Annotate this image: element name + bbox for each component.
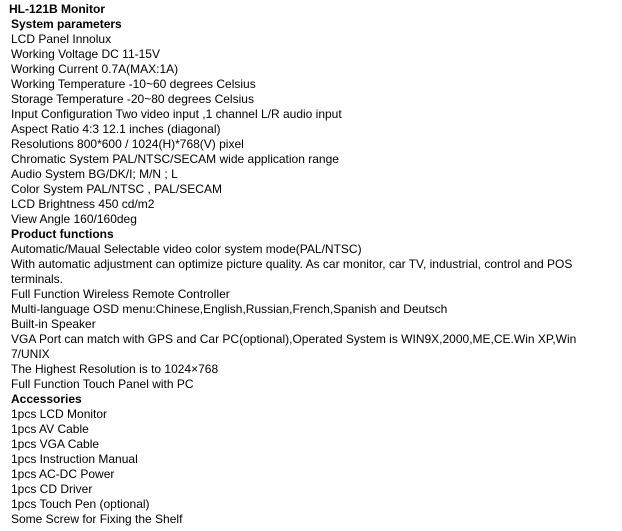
spec-value: 0.7A(MAX:1A) xyxy=(101,62,179,76)
function-item: VGA Port can match with GPS and Car PC(optional),Operated System is WIN9X,2000,ME,CE.Win XP,Win 7/UNIX xyxy=(11,332,577,361)
spec-label: LCD Brightness xyxy=(11,197,96,211)
spec-label: Color System xyxy=(11,182,84,196)
accessory-item: 1pcs Instruction Manual xyxy=(11,452,138,466)
spec-value: -10~60 degrees Celsius xyxy=(128,77,256,91)
spec-row xyxy=(11,182,222,197)
accessory-item: 1pcs LCD Monitor xyxy=(11,407,108,421)
spec-value: BG/DK/I; M/N ; L xyxy=(88,167,178,181)
function-item: Full Function Touch Panel with PC xyxy=(11,377,194,391)
function-item: With automatic adjustment can optimize picture quality. As car monitor, car TV, industrial, control and POS terminals. xyxy=(11,257,573,286)
spec-row xyxy=(11,62,178,77)
spec-label: Chromatic System xyxy=(11,152,110,166)
accessory-item: 1pcs CD Driver xyxy=(11,482,93,496)
section-heading-accessories: Accessories xyxy=(11,392,82,406)
spec-row xyxy=(11,167,178,182)
accessory-item: 1pcs AV Cable xyxy=(11,422,89,436)
spec-label: Working Voltage xyxy=(11,47,99,61)
spec-label: Resolutions xyxy=(11,137,74,151)
document-title: HL-121B Monitor xyxy=(9,2,105,16)
function-item: Automatic/Maual Selectable video color system mode(PAL/NTSC) xyxy=(11,242,362,256)
section-heading-functions: Product functions xyxy=(11,227,114,241)
spec-value: Innolux xyxy=(72,32,112,46)
spec-value: 4:3 12.1 inches (diagonal) xyxy=(82,122,221,136)
spec-label: Aspect Ratio xyxy=(11,122,80,136)
spec-row xyxy=(11,32,111,47)
function-item: The Highest Resolution is to 1024×768 xyxy=(11,362,219,376)
function-item: Multi-language OSD menu:Chinese,English,Russian,French,Spanish and Deutsch xyxy=(11,302,448,316)
spec-row xyxy=(11,212,137,227)
spec-row xyxy=(11,152,339,167)
accessory-item: 1pcs Touch Pen (optional) xyxy=(11,497,150,511)
spec-label: Working Current xyxy=(11,62,99,76)
spec-label: Working Temperature xyxy=(11,77,126,91)
accessory-item: 1pcs AC-DC Power xyxy=(11,467,115,481)
spec-row xyxy=(11,122,220,137)
spec-row xyxy=(11,107,342,122)
spec-row xyxy=(11,92,254,107)
spec-value: 450 cd/m2 xyxy=(98,197,155,211)
function-item: Full Function Wireless Remote Controller xyxy=(11,287,230,301)
accessory-item: Some Screw for Fixing the Shelf xyxy=(11,512,183,526)
spec-value: Two video input ,1 channel L/R audio input xyxy=(115,107,342,121)
spec-row xyxy=(11,197,154,212)
spec-value: 160/160deg xyxy=(73,212,137,226)
spec-value: 800*600 / 1024(H)*768(V) pixel xyxy=(77,137,244,151)
section-heading-system: System parameters xyxy=(11,17,122,31)
function-item: Built-in Speaker xyxy=(11,317,96,331)
spec-row xyxy=(11,137,244,152)
spec-label: LCD Panel xyxy=(11,32,70,46)
spec-value: PAL/NTSC , PAL/SECAM xyxy=(86,182,222,196)
spec-label: Audio System xyxy=(11,167,86,181)
spec-value: DC 11-15V xyxy=(101,47,160,61)
spec-value: PAL/NTSC/SECAM wide application range xyxy=(112,152,339,166)
spec-row xyxy=(11,47,160,62)
spec-label: Storage Temperature xyxy=(11,92,124,106)
spec-label: Input Configuration xyxy=(11,107,113,121)
spec-row xyxy=(11,77,256,92)
spec-value: -20~80 degrees Celsius xyxy=(126,92,254,106)
spec-label: View Angle xyxy=(11,212,71,226)
accessory-item: 1pcs VGA Cable xyxy=(11,437,100,451)
